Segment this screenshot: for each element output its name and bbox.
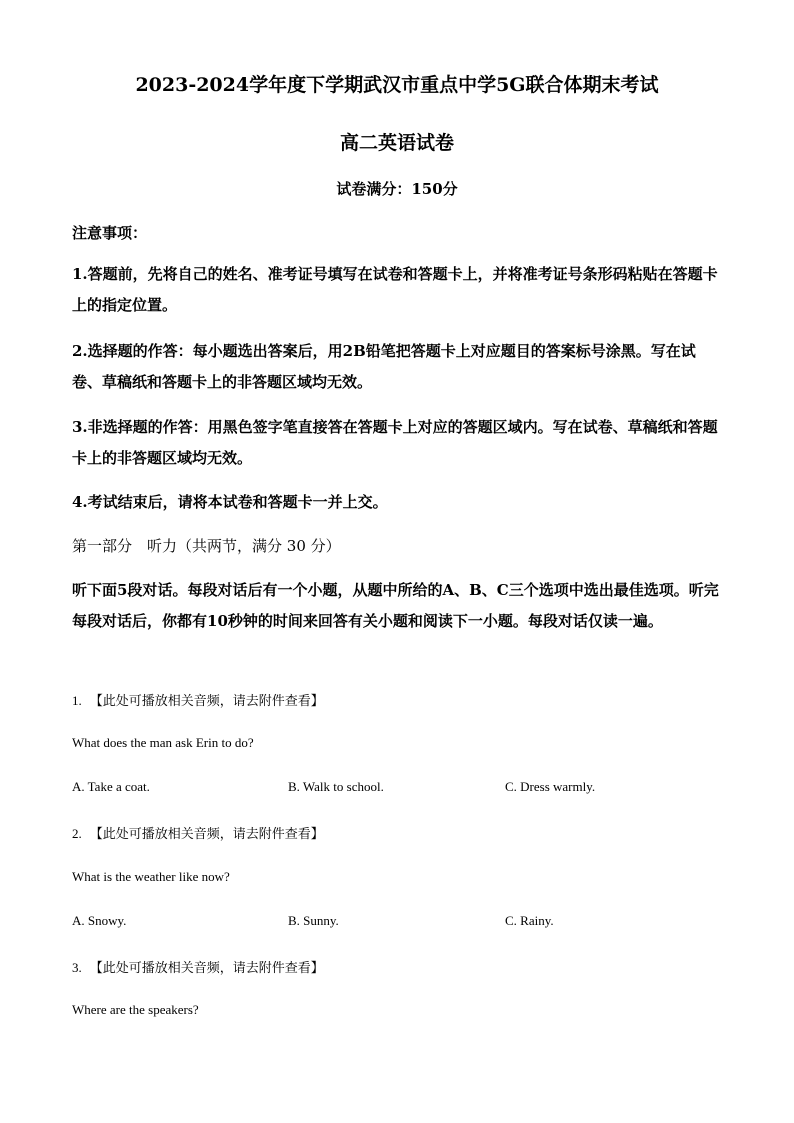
- section-instruction: 听下面5段对话。每段对话后有一个小题，从题中所给的A、B、C三个选项中选出最佳选项。听完每段对话后，你都有10秒钟的时间来回答有关小题和阅读下一小题。每段对话仅读一遍。: [72, 581, 719, 630]
- option-b: B. Sunny.: [288, 913, 339, 928]
- question-text: What does the man ask Erin to do?: [72, 735, 254, 750]
- exam-subtitle: 高二英语试卷: [339, 132, 454, 154]
- option-a: A. Take a coat.: [72, 779, 150, 794]
- option-a: A. Snowy.: [72, 913, 127, 928]
- question-audio-note: [72, 823, 324, 842]
- question-number: 3.: [72, 960, 82, 975]
- notice-item-2: 2.选择题的作答：每小题选出答案后，用2B铅笔把答题卡上对应题目的答案标号涂黑。写在试卷、草稿纸和答题卡上的非答题区域均无效。: [72, 342, 696, 391]
- question-text: Where are the speakers?: [72, 1002, 199, 1017]
- question-text: What is the weather like now?: [72, 869, 230, 884]
- question-number: 2.: [72, 826, 82, 841]
- audio-note-text: 【此处可播放相关音频，请去附件查看】: [89, 960, 324, 975]
- audio-note-text: 【此处可播放相关音频，请去附件查看】: [89, 826, 324, 841]
- audio-note-text: 【此处可播放相关音频，请去附件查看】: [89, 693, 324, 708]
- exam-score: 试卷满分：150分: [336, 180, 458, 198]
- notice-heading: 注意事项：: [72, 224, 148, 242]
- notice-item-4: 4.考试结束后，请将本试卷和答题卡一并上交。: [72, 493, 388, 511]
- notice-item-1: 1.答题前，先将自己的姓名、准考证号填写在试卷和答题卡上，并将准考证号条形码粘贴在答题卡上的指定位置。: [72, 265, 718, 314]
- notice-item-3: 3.非选择题的作答：用黑色签字笔直接答在答题卡上对应的答题区域内。写在试卷、草稿纸和答题卡上的非答题区域均无效。: [72, 418, 718, 467]
- option-b: B. Walk to school.: [288, 779, 384, 794]
- exam-title: 2023-2024学年度下学期武汉市重点中学5G联合体期末考试: [135, 74, 659, 96]
- option-c: C. Rainy.: [505, 913, 554, 928]
- question-number: 1.: [72, 693, 82, 708]
- question-audio-note: [72, 690, 324, 709]
- section-heading: 第一部分 听力（共两节，满分 30 分）: [72, 537, 341, 555]
- question-audio-note: [72, 957, 324, 976]
- option-c: C. Dress warmly.: [505, 779, 596, 794]
